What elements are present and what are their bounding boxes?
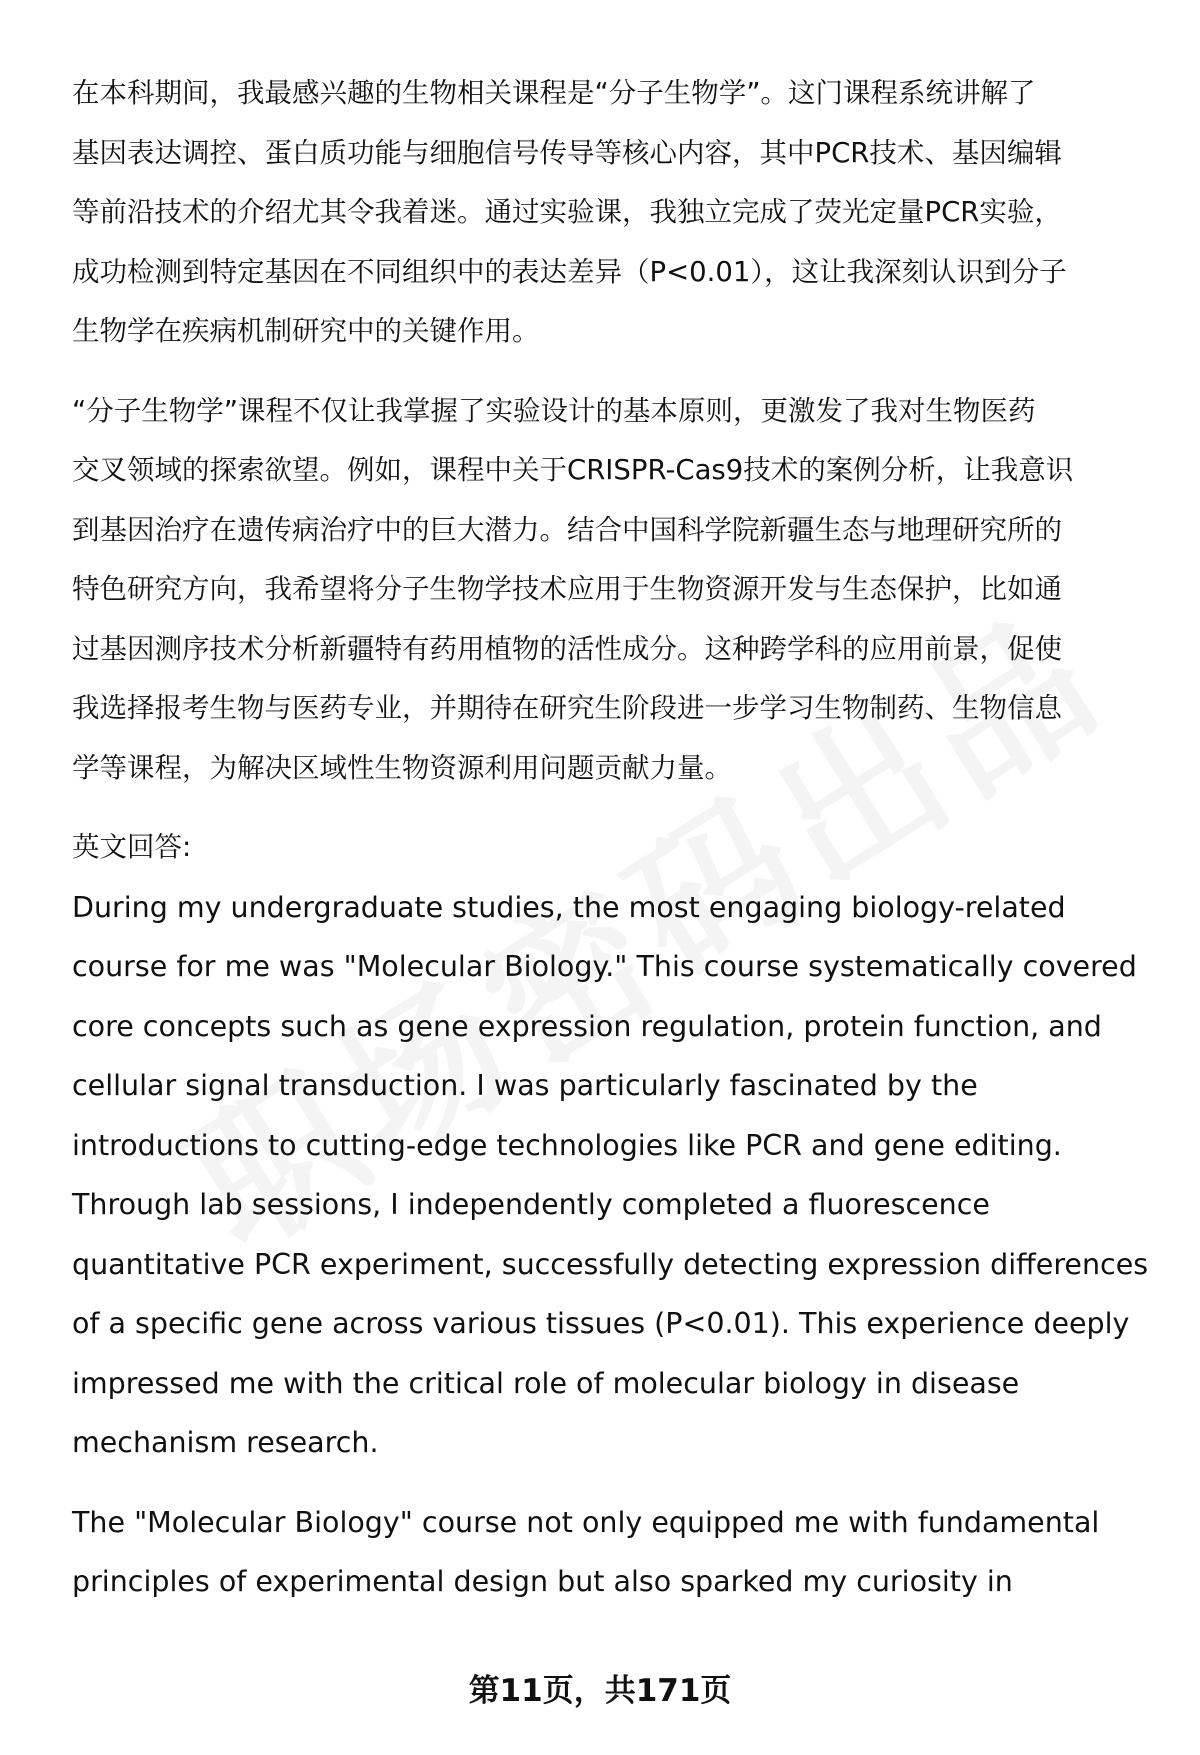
page-number-footer: 第11页，共171页 (468, 1673, 732, 1709)
english-paragraph-2: The "Molecular Biology" course not only equipped me with fundamental principles of experimental design but also sparked my curiosity in (72, 1505, 1100, 1598)
english-paragraph-1: During my undergraduate studies, the most engaging biology-related course for me was "Molecular Biology." This course systematically covered core concepts such as gene expression regulation, protein function, and cellular signal transduction. I was particularly fascinated by the introductions to cutting-edge technologies like PCR and gene editing. Through lab sessions, I independently completed a fluorescence quantitative PCR experiment, successfully detecting expression differences of a specific gene across various tissues (P<0.01). This experience deeply impressed me with the critical role of molecular biology in disease mechanism research. (72, 890, 1149, 1459)
page-content (72, 64, 1152, 1612)
chinese-paragraph-2: “分子生物学”课程不仅让我掌握了实验设计的基本原则，更激发了我对生物医药 交叉领域的探索欲望。例如，课程中关于CRISPR-Cas9技术的案例分析，让我意识 到基因治疗在遗传病治疗中的巨大潜力。结合中国科学院新疆生态与地理研究所的 特色研究方向，我希望将分子生物学技术应用于生物资源开发与生态保护，比如通 过基因测序技术分析新疆特有药用植物的活性成分。这种跨学科的应用前景，促使 我选择报考生物与医药专业，并期待在研究生阶段进一步学习生物制药、生物信息 学等课程，为解决区域性生物资源利用问题贡献力量。 (72, 394, 1074, 784)
chinese-paragraph-1: 在本科期间，我最感兴趣的生物相关课程是“分子生物学”。这门课程系统讲解了 基因表达调控、蛋白质功能与细胞信号传导等核心内容，其中PCR技术、基因编辑 等前沿技术的介绍尤其令我着迷。通过实验课，我独立完成了荧光定量PCR实验， 成功检测到特定基因在不同组织中的表达差异（P<0.01），这让我深刻认识到分子 生物学在疾病机制研究中的关键作用。 (72, 77, 1067, 347)
english-answer-label: 英文回答: (72, 831, 192, 863)
